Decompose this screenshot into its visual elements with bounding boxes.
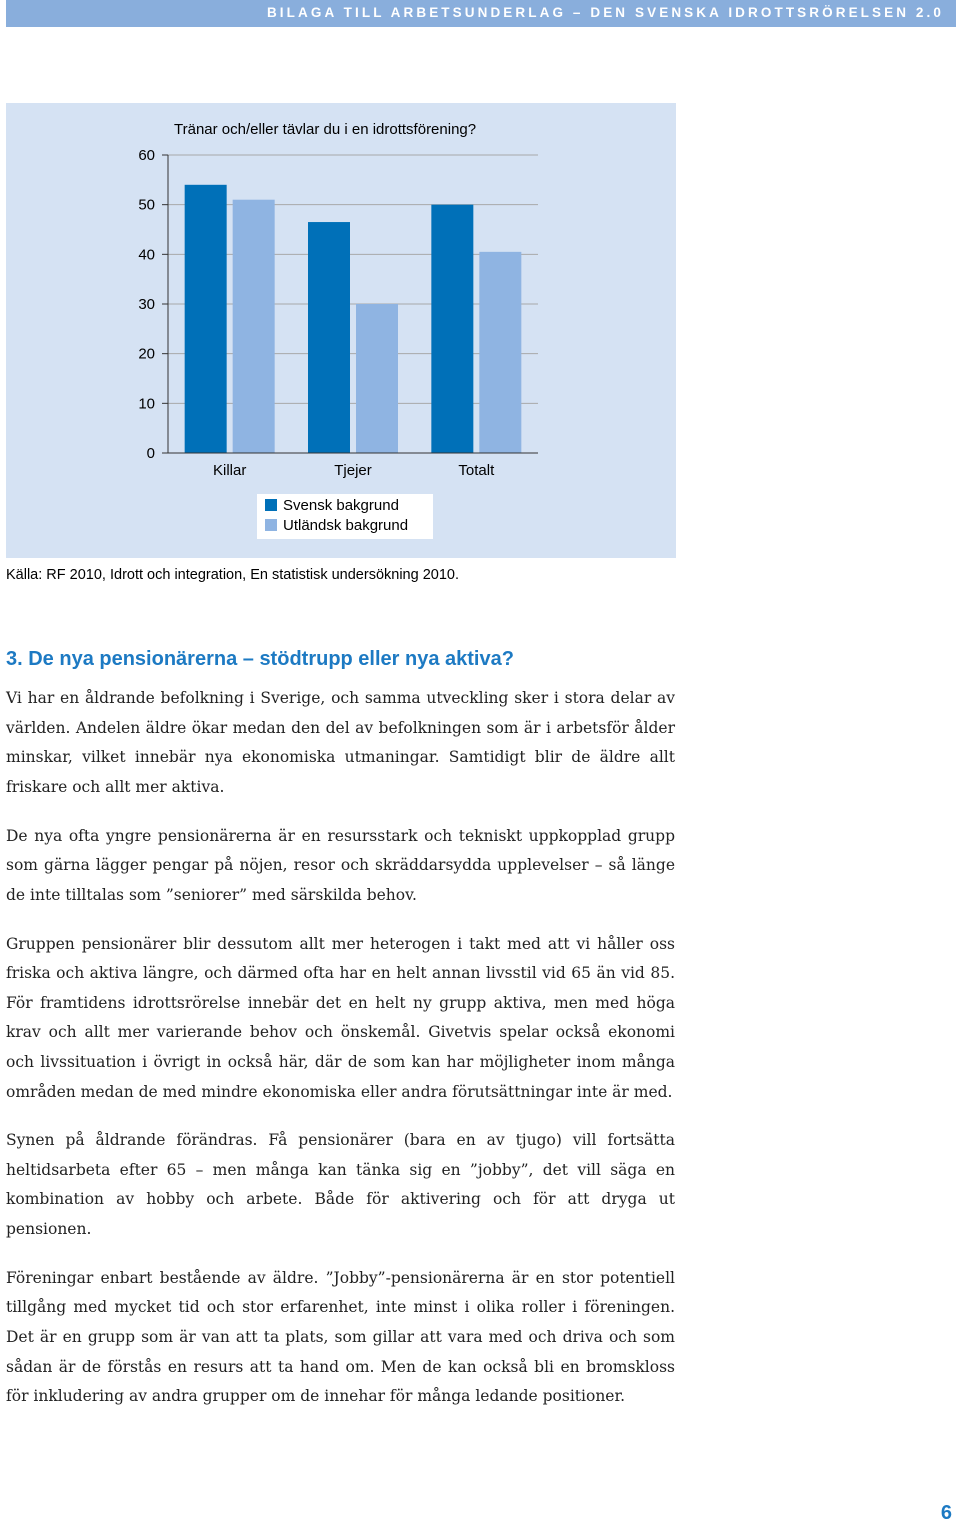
legend-swatch: [265, 499, 277, 511]
x-tick-label: Killar: [212, 462, 247, 479]
bar: [356, 304, 398, 453]
chart-source: Källa: RF 2010, Idrott och integration, En statistisk undersökning 2010.: [6, 567, 459, 583]
running-header: BILAGA TILL ARBETSUNDERLAG – DEN SVENSKA IDROTTSRÖRELSEN 2.0: [266, 5, 944, 20]
y-tick-label: 30: [138, 296, 155, 313]
y-tick-label: 0: [146, 445, 155, 462]
legend-label: Svensk bakgrund: [283, 497, 399, 514]
section-heading: 3. De nya pensionärerna – stödtrupp eller nya aktiva?: [6, 648, 514, 670]
paragraph: Föreningar enbart bestående av äldre. ”Jobby”-pensionärerna är en stor potentiell tillgång med mycket tid och stor erfarenhet, inte minst i olika roller i föreningen. Det är en grupp som är van att ta plats, som gillar att vara med och driva och som sådan är de förstås en resurs att ta hand om. Men de kan också bli en bromskloss för inkludering av andra grupper om de innehar för många ledande positioner.: [6, 1268, 675, 1406]
y-tick-label: 50: [138, 196, 155, 214]
page-number: 6: [940, 1502, 952, 1524]
paragraph: De nya ofta yngre pensionärerna är en resursstark och tekniskt uppkopplad grupp som gärna lägger pengar på nöjen, resor och skräddarsydda upplevelser – så länge de inte tilltalas som ”seniorer” med särskilda behov.: [6, 826, 675, 904]
bar: [431, 205, 473, 453]
y-tick-label: 40: [138, 246, 155, 264]
y-tick-label: 10: [138, 395, 155, 413]
legend-label: Utländsk bakgrund: [283, 517, 409, 534]
chart-title: Tränar och/eller tävlar du i en idrottsförening?: [174, 121, 477, 138]
bar: [185, 185, 227, 453]
x-tick-label: Tjejer: [334, 462, 372, 479]
body-text: [6, 684, 675, 1431]
bar: [479, 252, 521, 453]
paragraph: Gruppen pensionärer blir dessutom allt mer heterogen i takt med att vi håller oss friska och aktiva längre, och därmed ofta har en helt annan livsstil vid 65 än vid 85. För framtidens idrottsrörelse innebär det en helt ny grupp aktiva, men med höga krav och allt mer varierande behov och önskemål. Givetvis spelar också ekonomi och livssituation i övrigt in också här, där de som kan har möjligheter inom många områden medan de med mindre ekonomiska eller andra förutsättningar inte är med.: [6, 934, 675, 1101]
y-tick-label: 20: [138, 345, 155, 363]
y-tick-label: 60: [138, 147, 155, 164]
bar: [233, 200, 275, 453]
bar: [308, 222, 350, 453]
legend-swatch: [265, 519, 277, 531]
x-tick-label: Totalt: [458, 462, 495, 479]
paragraph: Synen på åldrande förändras. Få pensionärer (bara en av tjugo) vill fortsätta heltidsarbeta efter 65 – men många kan tänka sig en ”jobby”, det vill säga en kombination av hobby och arbete. Både för aktivering och för att dryga ut pensionen.: [6, 1131, 675, 1239]
bar-chart: [0, 0, 960, 600]
paragraph: Vi har en åldrande befolkning i Sverige, och samma utveckling sker i stora delar av världen. Andelen äldre ökar medan den del av befolkningen som är i arbetsför ålder minskar, vilket innebär nya ekonomiska utmaningar. Samtidigt blir de äldre allt friskare och allt mer aktiva.: [6, 689, 675, 796]
